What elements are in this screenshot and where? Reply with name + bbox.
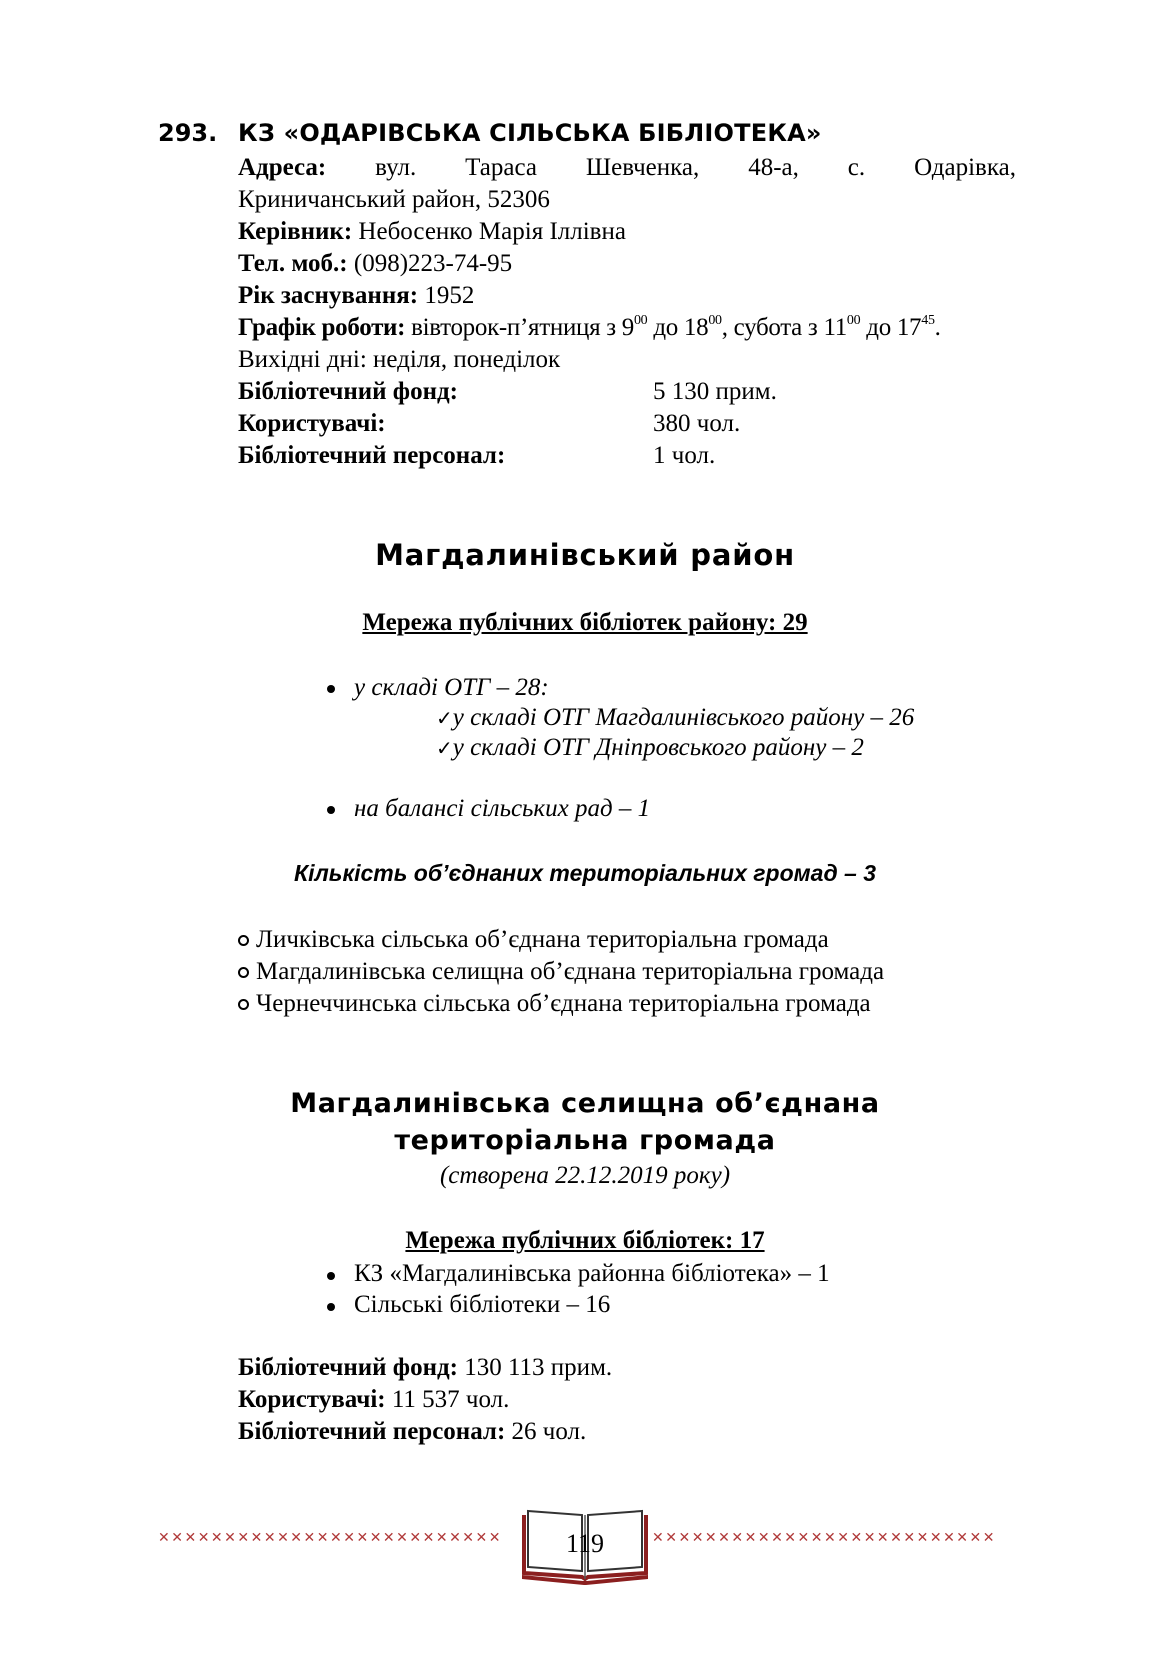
- hromada-network-heading: Мережа публічних бібліотек: 17: [405, 1227, 765, 1254]
- days-off-line: Вихідні дні: неділя, понеділок: [238, 346, 561, 373]
- hromada-staff-label: Бібліотечний персонал:: [238, 1418, 506, 1445]
- head-value: Небосенко Марія Іллівна: [352, 218, 626, 245]
- schedule-line: [238, 312, 941, 348]
- entry-number: 293.: [158, 119, 218, 147]
- schedule-minutes: 00: [708, 313, 722, 328]
- address-line-1: [238, 152, 1016, 184]
- bullet-dot: [327, 806, 335, 814]
- hromada-staff-line: [238, 1416, 586, 1448]
- council-bullet: на балансі сільських рад – 1: [354, 795, 651, 822]
- footer-ornament-left: ✕✕✕✕✕✕✕✕✕✕✕✕✕✕✕✕✕✕✕✕✕✕✕✕✕✕: [158, 1530, 502, 1546]
- users-value: 380 чол.: [653, 410, 741, 437]
- schedule-label: Графік роботи:: [238, 314, 406, 341]
- hromada-fund-value: 130 113 прим.: [457, 1354, 613, 1381]
- circle-bullet-icon: [238, 967, 249, 978]
- hromada-network-item: Сільські бібліотеки – 16: [354, 1291, 611, 1318]
- hromada-users-label: Користувачі:: [238, 1386, 386, 1413]
- district-network-heading: Мережа публічних бібліотек району: 29: [362, 609, 808, 636]
- hromada-title-line-1: Магдалинівська селищна об’єднана: [290, 1088, 880, 1119]
- address-word: 48-а,: [748, 154, 799, 181]
- hromada-network-item: КЗ «Магдалинівська районна бібліотека» – 1: [354, 1260, 830, 1287]
- schedule-minutes: 45: [921, 313, 935, 328]
- bullet-dot: [327, 1272, 335, 1280]
- sub-item-dniprovskyi: [436, 732, 864, 764]
- hromada-created: (створена 22.12.2019 року): [439, 1162, 731, 1189]
- schedule-minutes: 00: [633, 313, 648, 328]
- hromada-users-line: [238, 1384, 509, 1416]
- hromada-list-item: Личківська сільська об’єднана територіальна громада: [256, 926, 829, 953]
- address-line-2: Криничанський район, 52306: [238, 186, 550, 213]
- hromada-fund-line: [238, 1352, 612, 1384]
- users-label: Користувачі:: [238, 410, 386, 437]
- hromada-fund-label: Бібліотечний фонд:: [238, 1354, 458, 1381]
- head-label: Керівник:: [238, 218, 353, 245]
- schedule-text: до 18: [647, 314, 709, 341]
- sub-item-magdalynivskyi: [436, 702, 914, 734]
- sub-item-text: у складі ОТГ Дніпровського району – 2: [452, 734, 864, 761]
- check-icon: ✓: [436, 706, 453, 730]
- founded-label: Рік заснування:: [238, 282, 419, 309]
- address-word: Шевченка,: [585, 154, 700, 181]
- hromada-staff-value: 26 чол.: [505, 1418, 587, 1445]
- footer-ornament-right: ✕✕✕✕✕✕✕✕✕✕✕✕✕✕✕✕✕✕✕✕✕✕✕✕✕✕: [652, 1530, 996, 1546]
- staff-label: Бібліотечний персонал:: [238, 442, 506, 469]
- hromada-users-value: 11 537 чол.: [385, 1386, 510, 1413]
- bullet-dot: [327, 1303, 335, 1311]
- founded-line: [238, 280, 474, 312]
- staff-value: 1 чол.: [653, 442, 716, 469]
- founded-value: 1952: [418, 282, 475, 309]
- sub-item-text: у складі ОТГ Магдалинівського району – 26: [452, 704, 915, 731]
- phone-line: [238, 248, 512, 280]
- phone-value: (098)223-74-95: [347, 250, 513, 277]
- page-number: 119: [565, 1529, 605, 1558]
- schedule-text: до 17: [860, 314, 922, 341]
- hromada-list-item: Чернеччинська сільська об’єднана територіальна громада: [256, 990, 871, 1017]
- address-word: вул.: [375, 154, 417, 181]
- hromada-list-item: Магдалинівська селищна об’єднана територіальна громада: [256, 958, 885, 985]
- fund-value: 5 130 прим.: [653, 378, 777, 405]
- circle-bullet-icon: [238, 999, 249, 1010]
- circle-bullet-icon: [238, 935, 249, 946]
- fund-label: Бібліотечний фонд:: [238, 378, 458, 405]
- hromada-title-line-2: територіальна громада: [394, 1125, 776, 1156]
- address-word: Тараса: [465, 154, 537, 181]
- address-word: Одарівка,: [914, 154, 1016, 181]
- schedule-text: , субота з 11: [721, 314, 847, 341]
- check-icon: ✓: [436, 736, 453, 760]
- head-line: [238, 216, 626, 248]
- address-word: с.: [847, 154, 866, 181]
- schedule-text: .: [934, 314, 941, 341]
- schedule-minutes: 00: [846, 313, 861, 328]
- phone-label: Тел. моб.:: [238, 250, 348, 277]
- otg-bullet: у складі ОТГ – 28:: [354, 674, 549, 701]
- hromada-count-line: Кількість об’єднаних територіальних громад – 3: [293, 860, 877, 886]
- schedule-text: вівторок-п’ятниця з 9: [405, 314, 634, 341]
- bullet-dot: [327, 685, 335, 693]
- address-label: Адреса:: [238, 154, 327, 181]
- entry-title: КЗ «ОДАРІВСЬКА СІЛЬСЬКА БІБЛІОТЕКА»: [238, 119, 822, 147]
- district-title: Магдалинівський район: [375, 538, 795, 572]
